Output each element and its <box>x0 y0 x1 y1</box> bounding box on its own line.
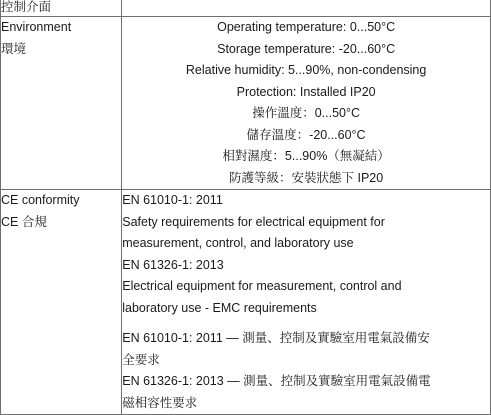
ce-zh-standard-2a: EN 61326-1: 2013 — 測量、控制及實驗室用電氣設備電 <box>122 374 431 388</box>
paragraph-gap <box>122 319 490 328</box>
operating-temperature-en: Operating temperature: 0...50°C <box>217 20 396 34</box>
environment-label-en: Environment <box>1 20 72 34</box>
environment-value-cell <box>122 17 491 190</box>
protection-zh: 防護等級：安裝狀態下 IP20 <box>229 170 384 185</box>
ce-en-standard-2: EN 61326-1: 2013 <box>122 257 224 272</box>
ce-label-en: CE conformity <box>1 193 80 207</box>
ce-label-cell <box>1 190 122 415</box>
relative-humidity-zh: 相對濕度：5...90%（無凝結） <box>222 149 390 163</box>
ce-en-desc-2a: Electrical equipment for measurement, control and <box>122 279 402 293</box>
table-row-ce <box>1 190 491 415</box>
ce-zh-standard-1a: EN 61010-1: 2011 — 測量、控制及實驗室用電氣設備安 <box>122 331 430 345</box>
operating-temperature-zh: 操作溫度：0...50°C <box>252 106 361 120</box>
ce-en-desc-1b: measurement, control, and laboratory use <box>122 236 354 250</box>
storage-temperature-en: Storage temperature: -20...60°C <box>217 41 396 56</box>
interface-label-cell <box>1 0 122 17</box>
ce-en-standard-1: EN 61010-1: 2011 <box>122 193 223 207</box>
protection-en: Protection: Installed IP20 <box>236 84 376 99</box>
ce-en-desc-1a: Safety requirements for electrical equipment for <box>122 214 385 229</box>
interface-label: 控制介面 <box>1 0 52 14</box>
table-row-environment <box>1 17 491 190</box>
table-row-interface <box>1 0 491 17</box>
environment-label-zh: 環境 <box>1 41 27 56</box>
storage-temperature-zh: 儲存溫度：-20...60°C <box>246 127 366 142</box>
ce-value-cell <box>122 190 491 415</box>
relative-humidity-en: Relative humidity: 5...90%, non-condensing <box>185 63 427 77</box>
ce-zh-standard-2b: 磁相容性要求 <box>122 395 198 410</box>
interface-value-cell <box>122 0 491 17</box>
ce-label-zh: CE 合規 <box>1 214 47 229</box>
ce-en-desc-2b: laboratory use - EMC requirements <box>122 300 317 315</box>
ce-zh-standard-1b: 全要求 <box>122 352 160 367</box>
environment-label-cell <box>1 17 122 190</box>
